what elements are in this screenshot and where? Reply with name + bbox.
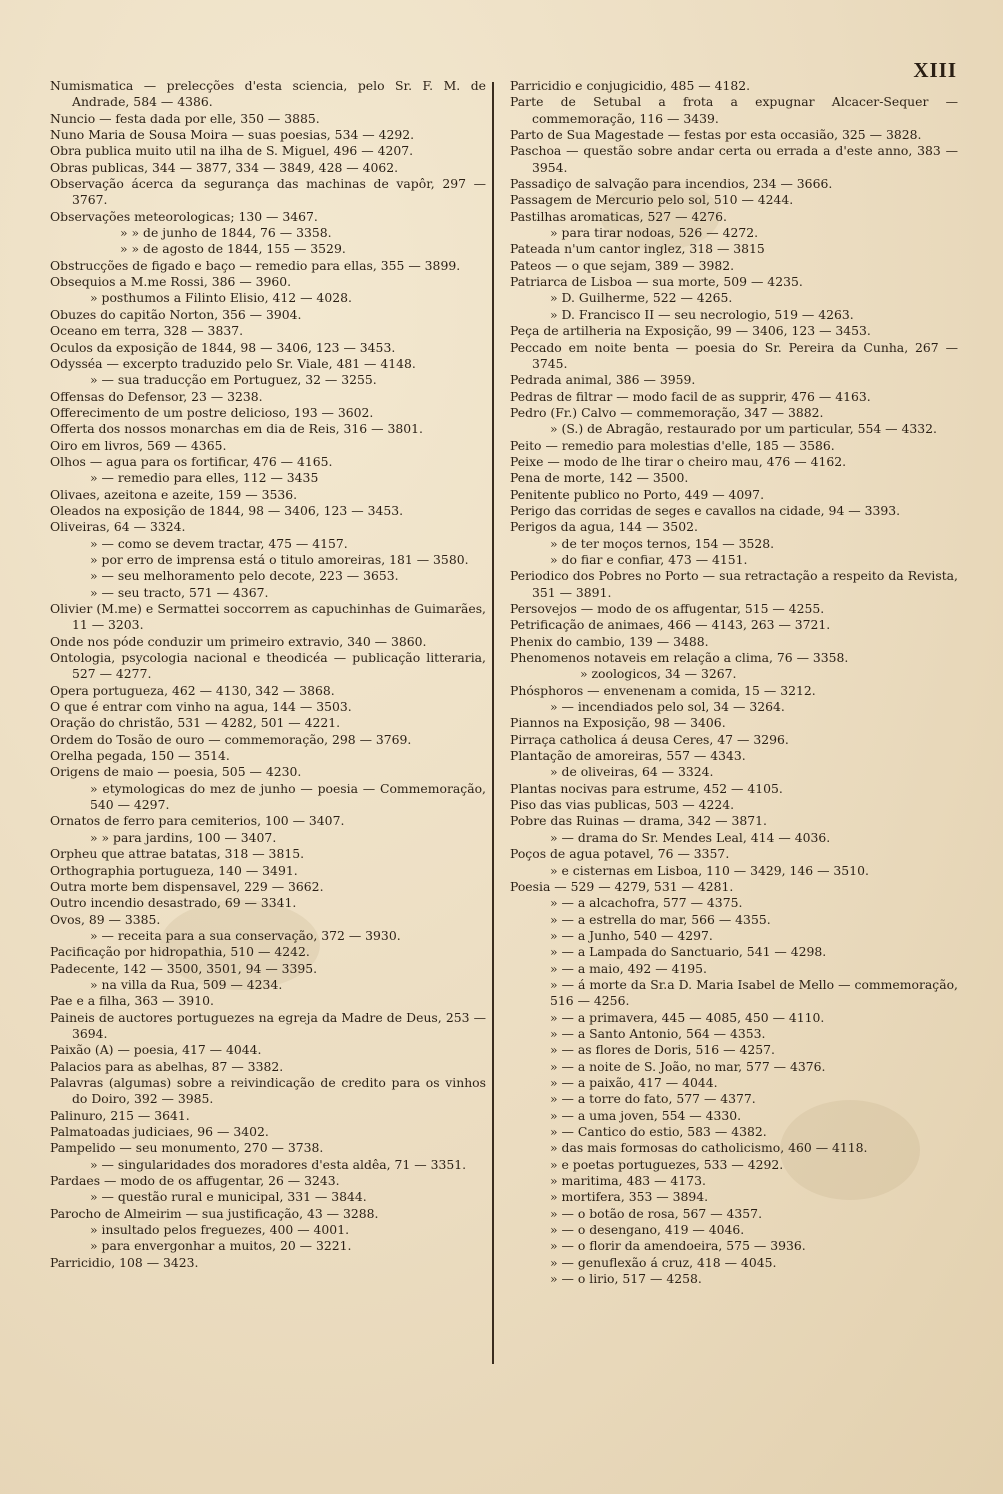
index-entry: » — o florir da amendoeira, 575 — 3936. <box>550 1238 806 1254</box>
index-entry: Parto de Sua Magestade — festas por esta occasião, 325 — 3828. <box>510 127 922 143</box>
index-entry: » — a paixão, 417 — 4044. <box>550 1074 718 1090</box>
index-entry: Padecente, 142 — 3500, 3501, 94 — 3395. <box>50 960 318 976</box>
index-entry: Pacificação por hidropathia, 510 — 4242. <box>50 944 310 960</box>
index-entry: Obsequios a M.me Rossi, 386 — 3960. <box>50 274 292 290</box>
index-entry: » » de agosto de 1844, 155 — 3529. <box>120 241 346 257</box>
index-entry: Palavras (algumas) sobre a reivindicação de credito para os vinhos do Doiro, 392 — 3985. <box>50 1074 486 1107</box>
index-entry: Obuzes do capitão Norton, 356 — 3904. <box>50 306 302 322</box>
index-column-left <box>50 78 486 1271</box>
index-entry: » e cisternas em Lisboa, 110 — 3429, 146 — 3510. <box>550 862 869 878</box>
index-entry: Ornatos de ferro para cemiterios, 100 — 3407. <box>50 813 345 829</box>
index-entry: » — o lirio, 517 — 4258. <box>550 1271 702 1287</box>
index-entry: Obras publicas, 344 — 3877, 334 — 3849, 428 — 4062. <box>50 159 399 175</box>
index-entry: Onde nos póde conduzir um primeiro extravio, 340 — 3860. <box>50 633 427 649</box>
index-entry: Perigo das corridas de seges e cavallos na cidade, 94 — 3393. <box>510 502 901 518</box>
index-entry: Petrificação de animaes, 466 — 4143, 263 — 3721. <box>510 617 831 633</box>
index-entry: » — incendiados pelo sol, 34 — 3264. <box>550 699 785 715</box>
index-entry: Penitente publico no Porto, 449 — 4097. <box>510 486 765 502</box>
index-entry: Origens de maio — poesia, 505 — 4230. <box>50 764 302 780</box>
index-entry: Oleados na exposição de 1844, 98 — 3406, 123 — 3453. <box>50 502 404 518</box>
index-entry: Parricidio, 108 — 3423. <box>50 1254 199 1270</box>
index-entry: Pampelido — seu monumento, 270 — 3738. <box>50 1140 324 1156</box>
index-entry: Periodico dos Pobres no Porto — sua retractação a respeito da Revista, 351 — 3891. <box>510 568 958 600</box>
index-entry: Phósphoros — envenenam a comida, 15 — 3212. <box>510 682 816 698</box>
index-entry: Outro incendio desastrado, 69 — 3341. <box>50 895 297 911</box>
index-entry: » para tirar nodoas, 526 — 4272. <box>550 225 759 241</box>
index-entry: Plantas nocivas para estrume, 452 — 4105. <box>510 780 783 796</box>
index-entry: Olivaes, azeitona e azeite, 159 — 3536. <box>50 486 298 502</box>
index-entry: » — questão rural e municipal, 331 — 3844. <box>90 1189 367 1205</box>
index-entry: » posthumos a Filinto Elisio, 412 — 4028. <box>90 290 352 306</box>
index-entry: Peça de artilheria na Exposição, 99 — 3406, 123 — 3453. <box>510 323 871 339</box>
index-entry: Piso das vias publicas, 503 — 4224. <box>510 797 735 813</box>
index-entry: Perigos da agua, 144 — 3502. <box>510 519 698 535</box>
index-entry: Piannos na Exposição, 98 — 3406. <box>510 715 726 731</box>
index-entry: Peccado em noite benta — poesia do Sr. Pereira da Cunha, 267 — 3745. <box>510 339 958 371</box>
index-entry: Peito — remedio para molestias d'elle, 185 — 3586. <box>510 437 835 453</box>
index-entry: Phenomenos notaveis em relação a clima, 76 — 3358. <box>510 650 849 666</box>
index-entry: » — seu tracto, 571 — 4367. <box>90 584 269 600</box>
index-entry: » — remedio para elles, 112 — 3435 <box>90 470 319 486</box>
index-entry: Passadiço de salvação para incendios, 234 — 3666. <box>510 176 833 192</box>
index-entry: » (S.) de Abragão, restaurado por um particular, 554 — 4332. <box>550 421 937 437</box>
index-entry: » — a noite de S. João, no mar, 577 — 4376. <box>550 1058 826 1074</box>
index-entry: » » de junho de 1844, 76 — 3358. <box>120 225 332 241</box>
index-entry: Peixe — modo de lhe tirar o cheiro mau, 476 — 4162. <box>510 453 847 469</box>
index-entry: » zoologicos, 34 — 3267. <box>580 666 737 682</box>
index-entry: Ontologia, psycologia nacional e theodicéa — publicação litteraria, 527 — 4277. <box>50 650 486 682</box>
index-entry: Paineis de auctores portuguezes na egreja da Madre de Deus, 253 — 3694. <box>50 1009 486 1041</box>
index-entry: Ordem do Tosão de ouro — commemoração, 298 — 3769. <box>50 731 412 747</box>
index-entry: Oiro em livros, 569 — 4365. <box>50 437 227 453</box>
index-entry: » insultado pelos freguezes, 400 — 4001. <box>90 1222 350 1238</box>
index-column-right <box>510 78 958 1287</box>
index-entry: Nuncio — festa dada por elle, 350 — 3885. <box>50 110 320 126</box>
index-entry: Offensas do Defensor, 23 — 3238. <box>50 388 263 404</box>
index-entry: » — a Lampada do Sanctuario, 541 — 4298. <box>550 944 827 960</box>
index-entry: » — a alcachofra, 577 — 4375. <box>550 895 743 911</box>
index-entry: Numismatica — prelecções d'esta sciencia, pelo Sr. F. M. de Andrade, 584 — 4386. <box>50 78 486 110</box>
index-entry: Olhos — agua para os fortificar, 476 — 4165. <box>50 453 333 469</box>
index-entry: » — a Junho, 540 — 4297. <box>550 927 713 943</box>
index-entry: » — as flores de Doris, 516 — 4257. <box>550 1042 775 1058</box>
index-entry: Poços de agua potavel, 76 — 3357. <box>510 846 730 862</box>
index-entry: Orpheu que attrae batatas, 318 — 3815. <box>50 846 305 862</box>
index-entry: Pedrada animal, 386 — 3959. <box>510 372 696 388</box>
index-entry: Opera portugueza, 462 — 4130, 342 — 3868. <box>50 682 335 698</box>
index-entry: » » para jardins, 100 — 3407. <box>90 829 277 845</box>
index-entry: » para envergonhar a muitos, 20 — 3221. <box>90 1238 352 1254</box>
index-entry: Palmatoadas judiciaes, 96 — 3402. <box>50 1124 269 1139</box>
index-entry: Paschoa — questão sobre andar certa ou errada a d'este anno, 383 — 3954. <box>510 143 958 175</box>
index-entry: Poesia — 529 — 4279, 531 — 4281. <box>510 878 734 894</box>
index-entry: Obra publica muito util na ilha de S. Miguel, 496 — 4207. <box>50 143 414 159</box>
index-entry: » D. Francisco II — seu necrologio, 519 — 4263. <box>550 306 854 322</box>
index-entry: Obstrucções de figado e baço — remedio para ellas, 355 — 3899. <box>50 257 461 273</box>
index-entry: Persovejos — modo de os affugentar, 515 — 4255. <box>510 601 825 616</box>
index-entry: Parte de Setubal a frota a expugnar Alcacer-Sequer — commemoração, 116 — 3439. <box>510 94 958 126</box>
index-entry: Outra morte bem dispensavel, 229 — 3662. <box>50 878 324 894</box>
index-entry: » — genuflexão á cruz, 418 — 4045. <box>550 1254 777 1270</box>
index-entry: Odysséa — excerpto traduzido pelo Sr. Viale, 481 — 4148. <box>50 355 416 371</box>
index-entry: » maritima, 483 — 4173. <box>550 1173 706 1189</box>
index-entry: Pena de morte, 142 — 3500. <box>510 470 689 486</box>
index-entry: Pateos — o que sejam, 389 — 3982. <box>510 257 735 273</box>
index-entry: » e poetas portuguezes, 533 — 4292. <box>550 1156 784 1172</box>
index-entry: Orelha pegada, 150 — 3514. <box>50 748 230 764</box>
index-entry: Parricidio e conjugicidio, 485 — 4182. <box>510 78 751 93</box>
index-entry: » — a torre do fato, 577 — 4377. <box>550 1091 756 1107</box>
index-entry: » — á morte da Sr.a D. Maria Isabel de Mello — commemoração, 516 — 4256. <box>550 976 958 1009</box>
index-entry: Pobre das Ruinas — drama, 342 — 3871. <box>510 813 767 829</box>
index-entry: » etymologicas do mez de junho — poesia — Commemoração, 540 — 4297. <box>90 780 486 813</box>
index-entry: » — o desengano, 419 — 4046. <box>550 1222 745 1238</box>
index-entry: Oração do christão, 531 — 4282, 501 — 4221. <box>50 715 341 731</box>
index-entry: » — Cantico do estio, 583 — 4382. <box>550 1124 767 1139</box>
index-entry: Oceano em terra, 328 — 3837. <box>50 323 244 339</box>
index-entry: » — drama do Sr. Mendes Leal, 414 — 4036. <box>550 829 831 845</box>
index-entry: Oculos da exposição de 1844, 98 — 3406, 123 — 3453. <box>50 339 396 355</box>
index-entry: » — como se devem tractar, 475 — 4157. <box>90 535 348 551</box>
index-entry: Observações meteorologicas; 130 — 3467. <box>50 208 318 224</box>
index-entry: » — a uma joven, 554 — 4330. <box>550 1107 742 1123</box>
index-entry: » — a primavera, 445 — 4085, 450 — 4110. <box>550 1009 825 1025</box>
index-entry: Nuno Maria de Sousa Moira — suas poesias, 534 — 4292. <box>50 127 415 143</box>
index-entry: Palinuro, 215 — 3641. <box>50 1107 190 1123</box>
index-entry: » — sua traducção em Portuguez, 32 — 3255. <box>90 372 377 388</box>
index-entry: » D. Guilherme, 522 — 4265. <box>550 290 733 306</box>
index-entry: » — o botão de rosa, 567 — 4357. <box>550 1205 763 1221</box>
index-entry: » do fiar e confiar, 473 — 4151. <box>550 551 748 567</box>
index-entry: Passagem de Mercurio pelo sol, 510 — 4244. <box>510 192 794 208</box>
index-entry: » — a estrella do mar, 566 — 4355. <box>550 911 771 927</box>
index-entry: Pirraça catholica á deusa Ceres, 47 — 3296. <box>510 731 789 747</box>
index-entry: Observação ácerca da segurança das machinas de vapôr, 297 — 3767. <box>50 176 486 208</box>
index-entry: Offerta dos nossos monarchas em dia de Reis, 316 — 3801. <box>50 421 423 437</box>
index-entry: Parocho de Almeirim — sua justificação, 43 — 3288. <box>50 1205 379 1221</box>
index-entry: Phenix do cambio, 139 — 3488. <box>510 633 709 649</box>
index-entry: Offerecimento de um postre delicioso, 193 — 3602. <box>50 404 374 420</box>
index-entry: Ovos, 89 — 3385. <box>50 911 161 927</box>
index-entry: Plantação de amoreiras, 557 — 4343. <box>510 748 746 764</box>
index-entry: Pardaes — modo de os affugentar, 26 — 3243. <box>50 1173 340 1189</box>
index-entry: Pedras de filtrar — modo facil de as supprir, 476 — 4163. <box>510 388 871 404</box>
index-entry: Orthographia portugueza, 140 — 3491. <box>50 862 298 878</box>
index-entry: Pedro (Fr.) Calvo — commemoração, 347 — 3882. <box>510 404 824 420</box>
index-entry: » de oliveiras, 64 — 3324. <box>550 764 714 780</box>
index-entry: » — singularidades dos moradores d'esta aldêa, 71 — 3351. <box>90 1156 467 1172</box>
index-entry: Patriarca de Lisboa — sua morte, 509 — 4235. <box>510 274 803 290</box>
index-entry: » — a Santo Antonio, 564 — 4353. <box>550 1025 766 1041</box>
index-entry: » na villa da Rua, 509 — 4234. <box>90 976 283 992</box>
index-entry: Pastilhas aromaticas, 527 — 4276. <box>510 208 727 224</box>
index-entry: Oliveiras, 64 — 3324. <box>50 519 186 535</box>
index-entry: » — a maio, 492 — 4195. <box>550 960 708 976</box>
index-entry: » — receita para a sua conservação, 372 — 3930. <box>90 927 401 943</box>
column-divider <box>492 82 494 1364</box>
index-entry: » — seu melhoramento pelo decote, 223 — 3653. <box>90 568 399 584</box>
page-number: XIII <box>913 58 957 82</box>
index-entry: Pateada n'um cantor inglez, 318 — 3815 <box>510 241 765 257</box>
index-entry: O que é entrar com vinho na agua, 144 — 3503. <box>50 699 352 715</box>
index-entry: » de ter moços ternos, 154 — 3528. <box>550 535 775 551</box>
index-entry: » por erro de imprensa está o titulo amoreiras, 181 — 3580. <box>90 551 469 567</box>
index-entry: Paixão (A) — poesia, 417 — 4044. <box>50 1042 262 1058</box>
index-entry: Pae e a filha, 363 — 3910. <box>50 993 214 1009</box>
index-entry: Olivier (M.me) e Sermattei soccorrem as capuchinhas de Guimarães, 11 — 3203. <box>50 601 486 633</box>
index-entry: Palacios para as abelhas, 87 — 3382. <box>50 1058 284 1074</box>
index-entry: » mortifera, 353 — 3894. <box>550 1189 709 1205</box>
index-entry: » das mais formosas do catholicismo, 460 — 4118. <box>550 1140 868 1156</box>
